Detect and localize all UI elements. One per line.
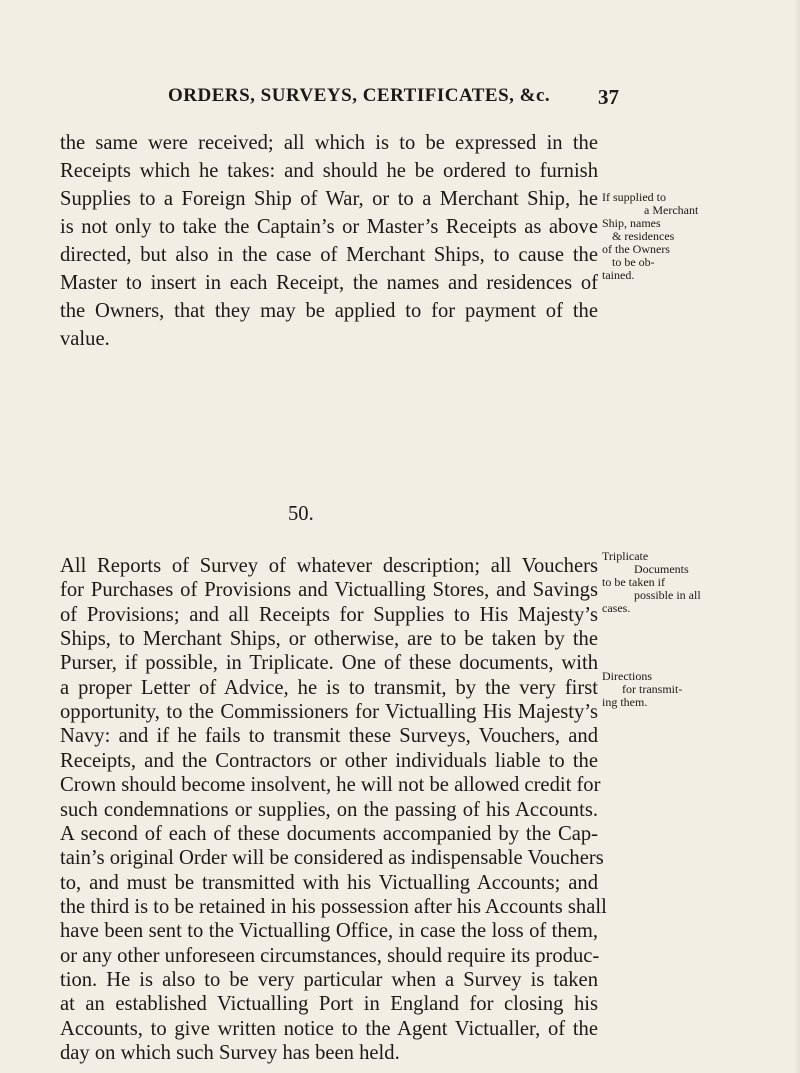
body-line: Receipts, and the Contractors or other individuals liable to the (60, 750, 598, 772)
body-line: at an established Victualling Port in England for closing his (60, 993, 598, 1015)
body-line: Purser, if possible, in Triplicate. One of these documents, with (60, 652, 598, 674)
note-line: ing them. (602, 695, 648, 709)
note-line: Documents (634, 562, 689, 576)
note-line: a Merchant (644, 203, 699, 217)
body-line: Receipts which he takes: and should he be ordered to furnish (60, 160, 598, 182)
note-line: tained. (602, 268, 635, 282)
body-line: for Purchases of Provisions and Victualling Stores, and Savings (60, 579, 598, 601)
body-line: A second of each of these documents accompanied by the Cap- (60, 823, 598, 845)
marginal-note-merchant-ship (602, 191, 798, 282)
body-line: opportunity, to the Commissioners for Victualling His Majesty’s (60, 701, 598, 723)
body-line: to, and must be transmitted with his Victualling Accounts; and (60, 872, 598, 894)
body-line: the Owners, that they may be applied to for payment of the (60, 300, 598, 322)
marginal-note-directions (602, 670, 798, 709)
body-line: is not only to take the Captain’s or Master’s Receipts as above (60, 216, 598, 238)
body-line: Master to insert in each Receipt, the names and residences of (60, 272, 598, 294)
body-line: of Provisions; and all Receipts for Supplies to His Majesty’s (60, 604, 598, 626)
note-line: Triplicate (602, 549, 649, 563)
note-line: Ship, names (602, 216, 661, 230)
section-number: 50. (288, 503, 314, 525)
note-line: Directions (602, 669, 652, 683)
body-line: the third is to be retained in his possession after his Accounts shall (60, 896, 607, 918)
note-line: If supplied to (602, 190, 666, 204)
running-head: ORDERS, SURVEYS, CERTIFICATES, &c. (168, 85, 551, 106)
body-line: directed, but also in the case of Merchant Ships, to cause the (60, 244, 598, 266)
body-line: day on which such Survey has been held. (60, 1042, 400, 1064)
body-line: have been sent to the Victualling Office, in case the loss of them, (60, 920, 598, 942)
note-line: to be ob- (612, 255, 655, 269)
marginal-note-triplicate (602, 550, 798, 615)
page-edge-shadow (794, 0, 800, 1073)
note-line: to be taken if (602, 575, 665, 589)
page-number: 37 (598, 85, 619, 109)
body-line: Crown should become insolvent, he will not be allowed credit for (60, 774, 601, 796)
body-line: or any other unforeseen circumstances, should require its produc- (60, 945, 600, 967)
note-line: cases. (602, 601, 631, 615)
note-line: possible in all (634, 588, 701, 602)
body-line: Navy: and if he fails to transmit these Surveys, Vouchers, and (60, 725, 598, 747)
note-line: for transmit- (622, 682, 683, 696)
note-line: of the Owners (602, 242, 670, 256)
body-line: Ships, to Merchant Ships, or otherwise, are to be taken by the (60, 628, 598, 650)
body-line: Accounts, to give written notice to the Agent Victualler, of the (60, 1018, 598, 1040)
body-line: a proper Letter of Advice, he is to transmit, by the very first (60, 677, 598, 699)
body-line: All Reports of Survey of whatever description; all Vouchers (60, 555, 598, 577)
note-line: & residences (612, 229, 675, 243)
body-line: tain’s original Order will be considered as indispensable Vouchers (60, 847, 604, 869)
body-line: such condemnations or supplies, on the passing of his Accounts. (60, 799, 598, 821)
body-line: value. (60, 328, 110, 350)
body-line: Supplies to a Foreign Ship of War, or to a Merchant Ship, he (60, 188, 598, 210)
body-line: tion. He is also to be very particular when a Survey is taken (60, 969, 598, 991)
body-line: the same were received; all which is to be expressed in the (60, 132, 598, 154)
